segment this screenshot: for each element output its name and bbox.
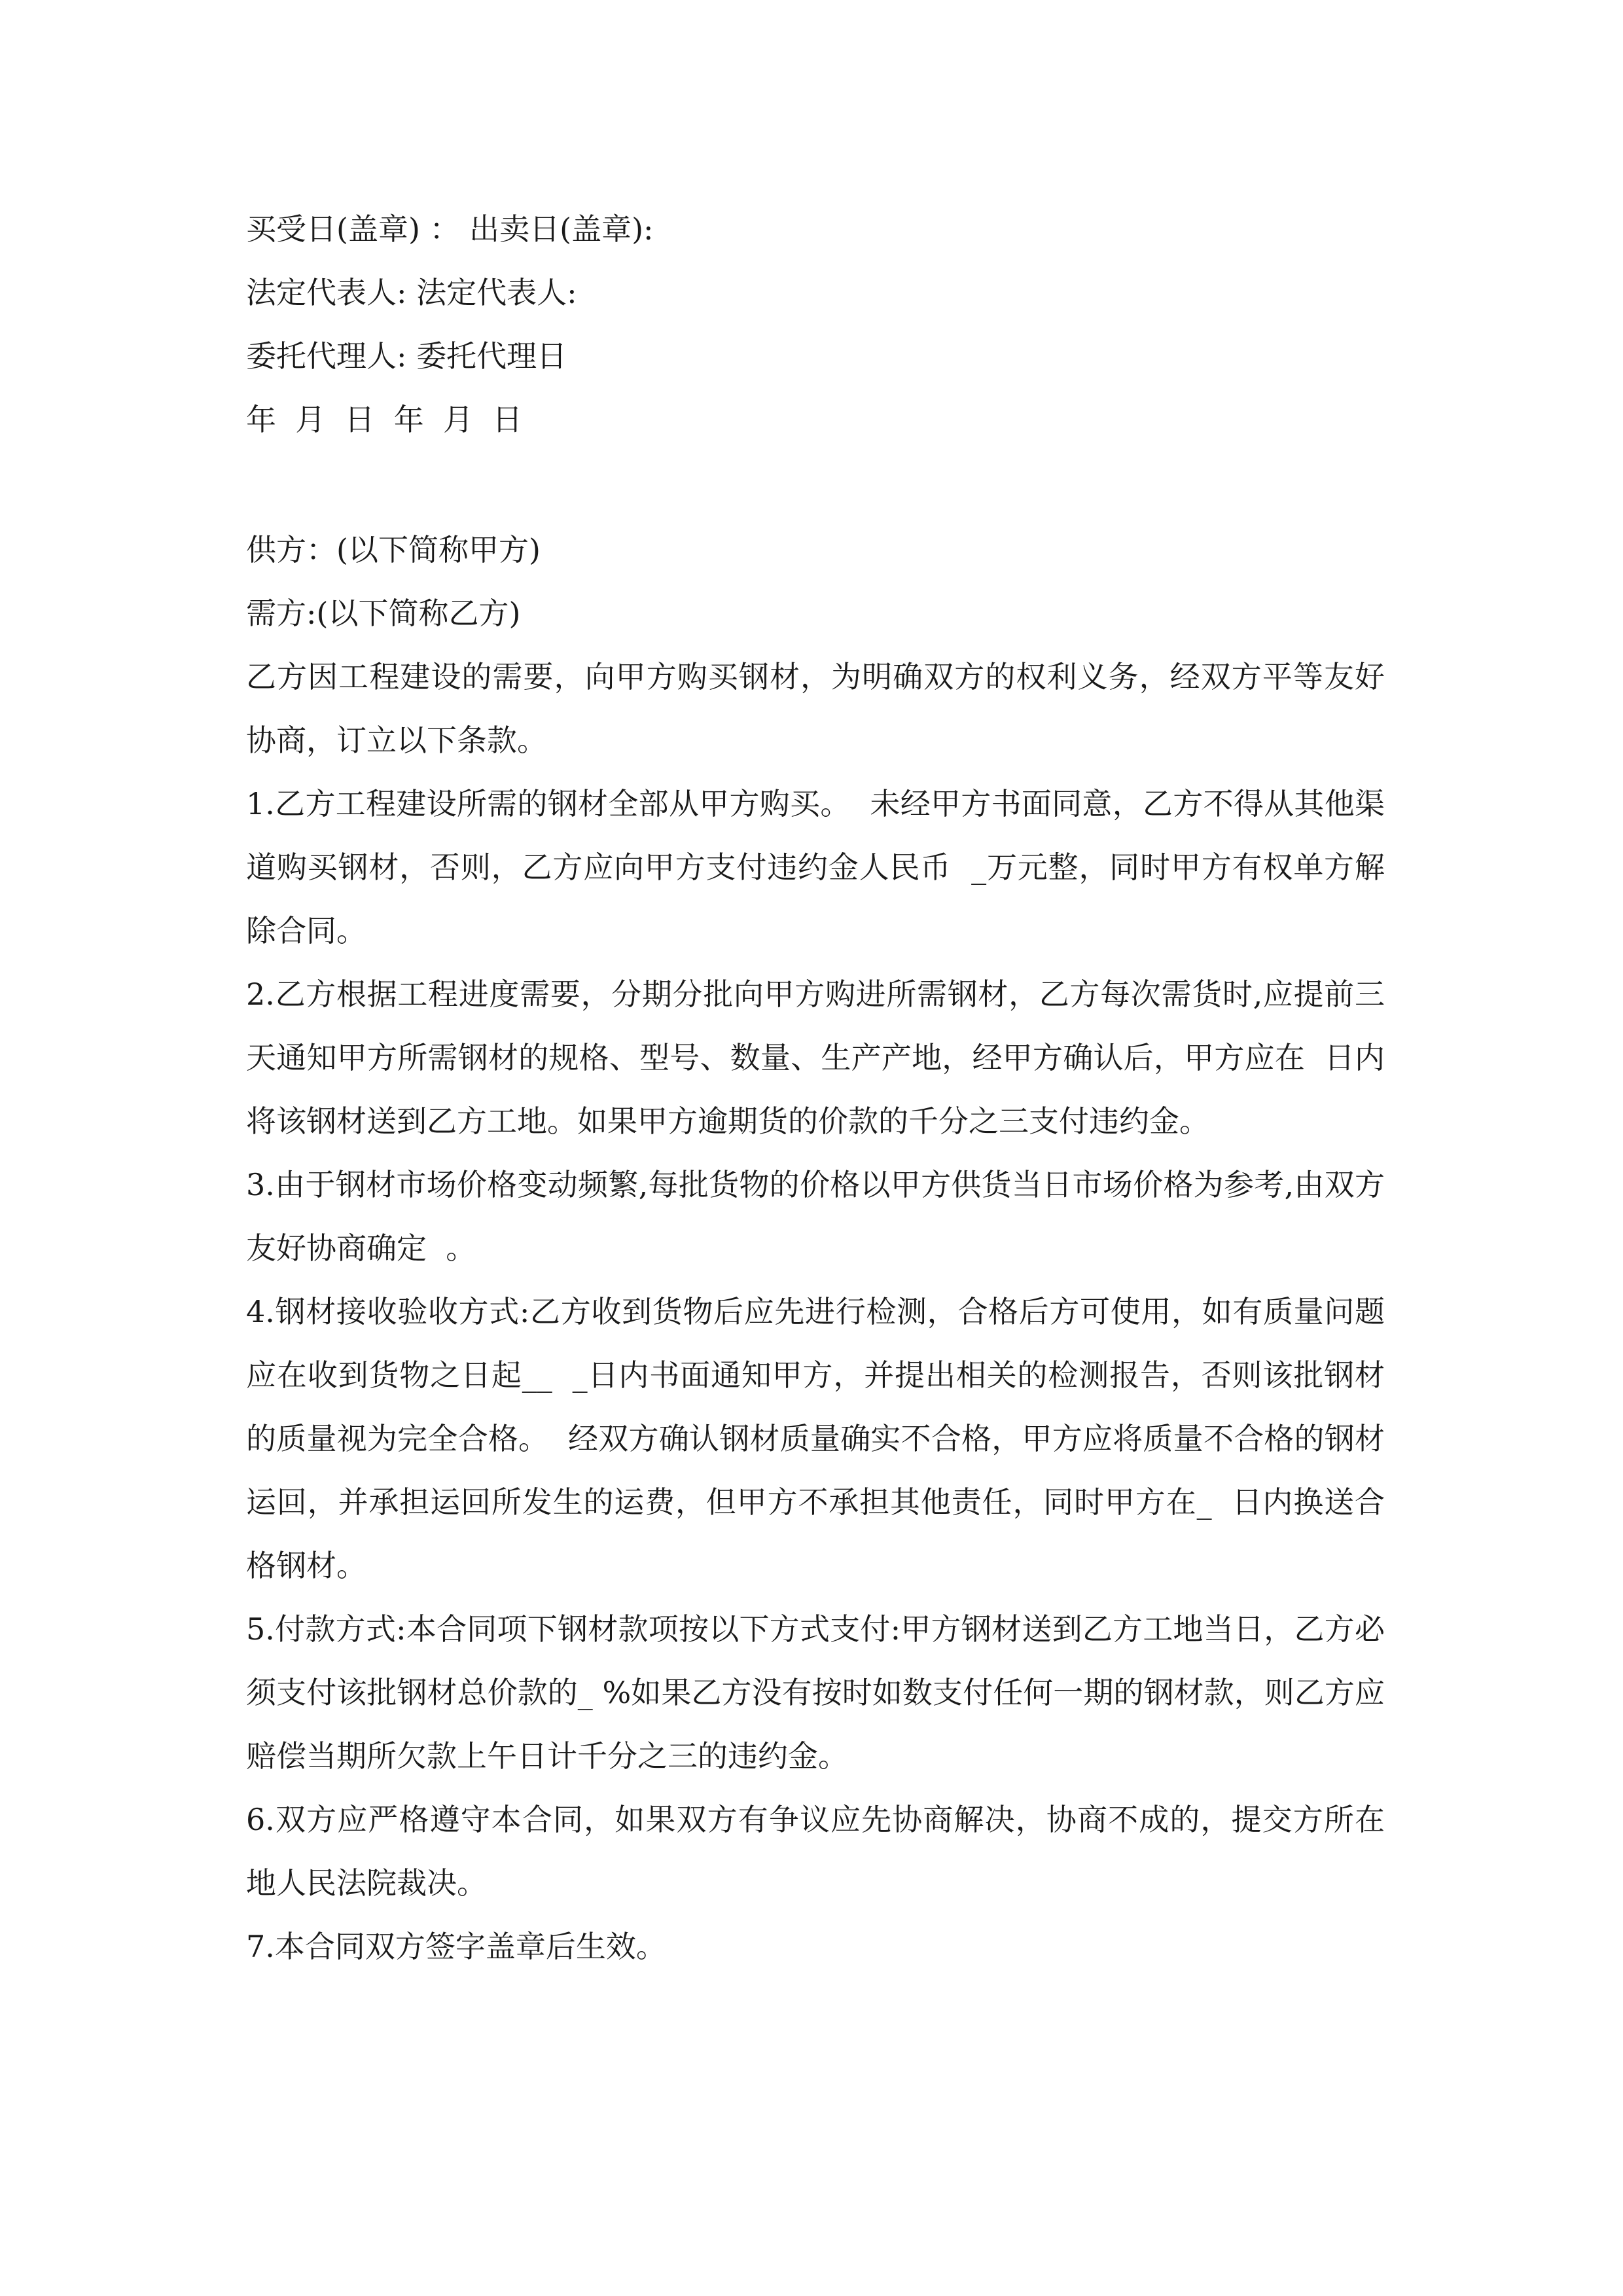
clause-7: 7.本合同双方签字盖章后生效。 — [246, 1929, 666, 1964]
signature-agent-line: 委托代理人: 委托代理日 — [246, 338, 567, 374]
supplier-line: 供方：(以下简称甲方) — [246, 532, 541, 567]
intro-paragraph: 乙方因工程建设的需要，向甲方购买钢材，为明确双方的权利义务，经双方平等友好协商，订立以下条款。 — [246, 659, 1385, 758]
clause-2: 2.乙方根据工程进度需要，分期分批向甲方购进所需钢材，乙方每次需货时,应提前三天通知甲方所需钢材的规格、型号、数量、生产产地，经甲方确认后，甲方应在 日内将该钢材送到乙方工地。如果甲方逾期货的价款的千分之三支付违约金。 — [246, 977, 1385, 1139]
buyer-line: 需方:(以下简称乙方) — [246, 596, 521, 631]
contract-body — [246, 518, 1385, 1979]
clause-5: 5.付款方式:本合同项下钢材款项按以下方式支付:甲方钢材送到乙方工地当日，乙方必须支付该批钢材总价款的_ %如果乙方没有按时如数支付任何一期的钢材款，则乙方应赔偿当期所欠款上午日计千分之三的违约金。 — [246, 1611, 1385, 1774]
clause-3: 3.由于钢材市场价格变动频繁,每批货物的价格以甲方供货当日市场价格为参考,由双方友好协商确定 。 — [246, 1167, 1385, 1266]
signature-block — [246, 198, 1385, 452]
clause-6: 6.双方应严格遵守本合同，如果双方有争议应先协商解决，协商不成的，提交方所在地人民法院裁决。 — [246, 1802, 1385, 1901]
signature-legal-rep-line: 法定代表人: 法定代表人: — [246, 275, 577, 310]
clause-1: 1.乙方工程建设所需的钢材全部从甲方购买。 未经甲方书面同意，乙方不得从其他渠道购买钢材，否则，乙方应向甲方支付违约金人民币 _万元整，同时甲方有权单方解除合同。 — [246, 786, 1385, 948]
signature-seal-line: 买受日(盖章) ： 出卖日(盖章): — [246, 211, 654, 247]
clause-4: 4.钢材接收验收方式:乙方收到货物后应先进行检测，合格后方可使用，如有质量问题应在收到货物之日起__ _日内书面通知甲方，并提出相关的检测报告，否则该批钢材的质量视为完全合格。 经双方确认钢材质量确实不合格，甲方应将质量不合格的钢材运回，并承担运回所发生的运费，但甲方不承担其他责任，同时甲方在_ 日内换送合格钢材。 — [246, 1294, 1385, 1583]
signature-date-line: 年 月 日 年 月 日 — [246, 402, 523, 437]
